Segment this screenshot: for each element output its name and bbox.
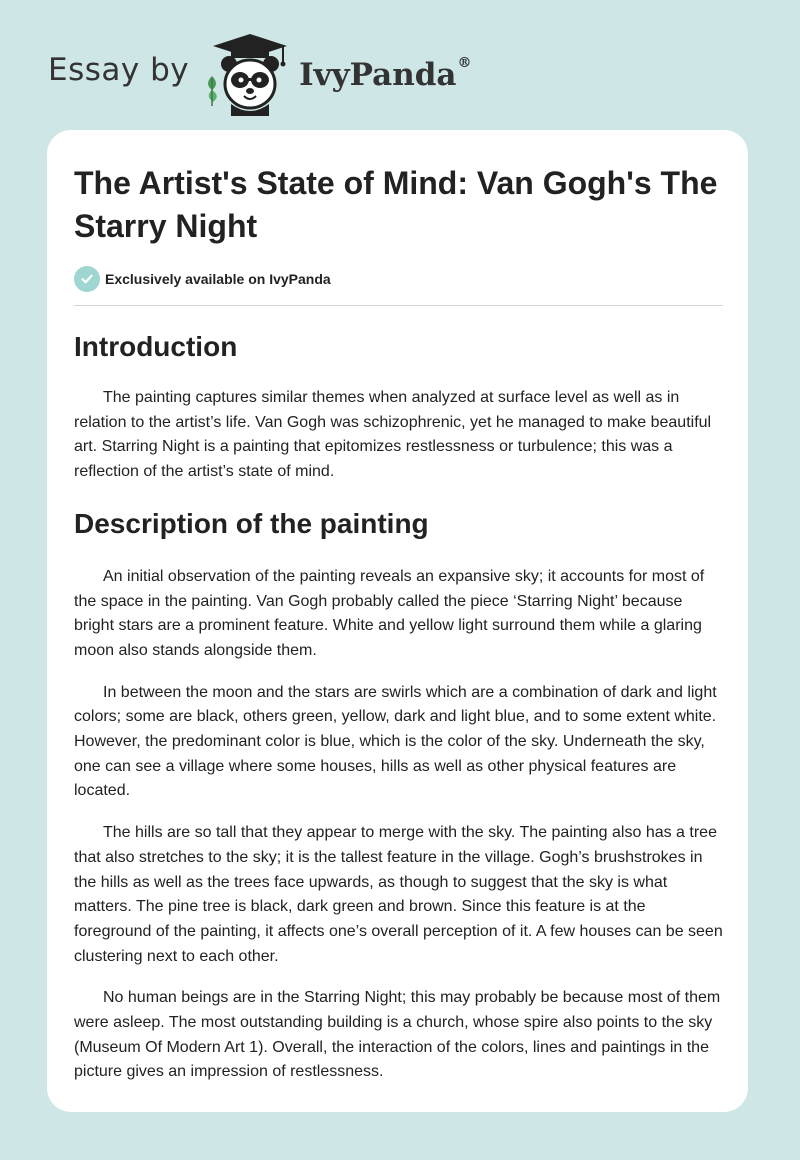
site-header [48,30,472,116]
brand-name[interactable]: IvyPanda® [299,55,472,93]
check-circle-icon [74,266,100,292]
registered-mark: ® [457,55,472,71]
badge-text: Exclusively available on IvyPanda [105,271,331,287]
section-heading-description: Description of the painting [74,507,429,539]
paragraph: The hills are so tall that they appear to merge with the sky. The painting also has a tree that also stretches to the sky; it is the tallest feature in the village. Gogh’s brushstrokes in the hills as well as the trees face upwards, as though to suggest that the sky is what matters. The pine tree is black, dark green and brown. Since this feature is at the foreground of the painting, it affects one’s overall perception of it. A few houses can be seen clustering next to each other. [74,824,723,965]
section-heading-introduction: Introduction [74,331,238,362]
exclusive-badge [74,266,723,292]
page-title: The Artist's State of Mind: Van Gogh's The Starry Night [74,165,718,244]
essay-card [47,130,748,1112]
essay-by-label: Essay by [48,52,190,88]
title-divider [74,305,723,306]
paragraph: In between the moon and the stars are swirls which are a combination of dark and light colors; some are black, others green, yellow, dark and light blue, and to some extent white. However, the predominant color is blue, which is the color of the sky. Underneath the sky, one can see a village where some houses, hills as well as other physical features are located. [74,683,717,800]
ivy-leaf-icon [202,74,222,108]
paragraph: The painting captures similar themes when analyzed at surface level as well as in relation to the artist’s life. Van Gogh was schizophrenic, yet he managed to make beautiful art. Starring Night is a painting that epitomizes restlessness or turbulence; this was a reflection of the artist’s state of mind. [74,389,712,481]
essay-content [74,162,723,1085]
paragraph: An initial observation of the painting reveals an expansive sky; it accounts for most of the space in the painting. Van Gogh probably called the piece ‘Starring Night’ because bright stars are a prominent feature. White and yellow light surround them while a glaring moon also stands alongside them. [74,567,705,659]
paragraph: No human beings are in the Starring Night; this may probably be because most of them were asleep. The most outstanding building is a church, whose spire also points to the sky (Museum Of Modern Art 1). Overall, the interaction of the colors, lines and paintings in the picture gives an impression of restlessness. [74,989,721,1081]
